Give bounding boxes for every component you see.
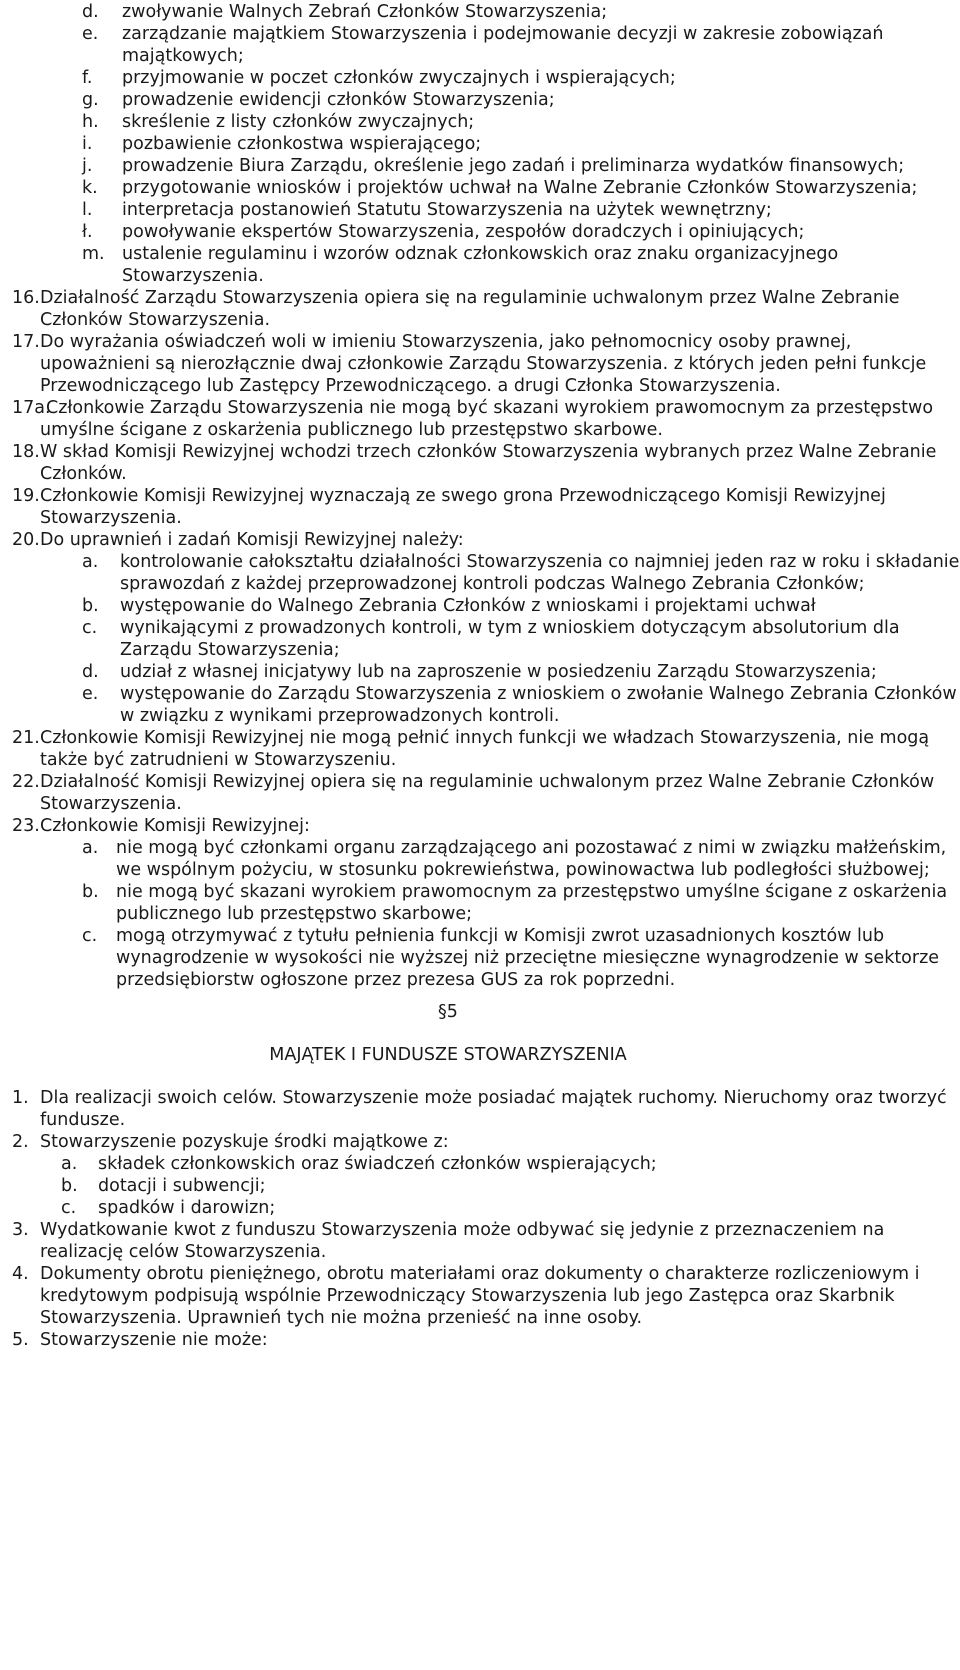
paragraph-20 <box>12 529 960 551</box>
list-item <box>82 837 960 881</box>
point-number: 3. <box>12 1220 29 1240</box>
item-text: składek członkowskich oraz świadczeń członków wspierających; <box>98 1154 657 1174</box>
item-label: b. <box>82 882 99 902</box>
list-item <box>82 221 960 243</box>
point-text: Stowarzyszenie pozyskuje środki majątkowe z: <box>40 1132 449 1152</box>
list-item <box>82 177 960 199</box>
item-label: g. <box>82 90 99 110</box>
paragraph-number: 20. <box>12 530 40 550</box>
numbered-paragraphs <box>12 287 960 991</box>
item-label: c. <box>61 1198 77 1218</box>
item-text: spadków i darowizn; <box>98 1198 276 1218</box>
item-label: e. <box>82 24 99 44</box>
section-point-5 <box>12 1329 960 1351</box>
list-item <box>82 89 960 111</box>
item-text: pozbawienie członkostwa wspierającego; <box>122 134 482 154</box>
list-item <box>82 199 960 221</box>
paragraph-18 <box>12 441 960 485</box>
point-text: Dla realizacji swoich celów. Stowarzyszenie może posiadać majątek ruchomy. Nieruchomy oraz tworzyć fundusze. <box>40 1088 947 1130</box>
item-label: ł. <box>82 222 93 242</box>
point-number: 1. <box>12 1088 29 1108</box>
item-label: l. <box>82 200 93 220</box>
section-5-list <box>12 1087 960 1351</box>
section-point-4 <box>12 1263 960 1329</box>
list-item <box>82 595 960 617</box>
item-label: b. <box>61 1176 78 1196</box>
item-label: k. <box>82 178 98 198</box>
section-point-1 <box>12 1087 960 1131</box>
paragraph-text: Członkowie Komisji Rewizyjnej nie mogą pełnić innych funkcji we władzach Stowarzyszenia, nie mogą także być zatrudnieni w Stowarzyszeniu. <box>40 728 930 770</box>
list-item <box>82 23 960 67</box>
item-text: kontrolowanie całokształtu działalności Stowarzyszenia co najmniej jeden raz w roku i składanie sprawozdań z każdej przeprowadzonej kontroli podczas Walnego Zebrania Członków; <box>120 552 960 594</box>
paragraph-number: 18. <box>12 442 40 462</box>
section-point-2-list <box>61 1153 960 1219</box>
paragraph-number: 19. <box>12 486 40 506</box>
item-text: przygotowanie wniosków i projektów uchwał na Walne Zebranie Członków Stowarzyszenia; <box>122 178 918 198</box>
list-item <box>82 551 960 595</box>
list-item <box>82 617 960 661</box>
item-text: udział z własnej inicjatywy lub na zaproszenie w posiedzeniu Zarządu Stowarzyszenia; <box>120 662 877 682</box>
list-item <box>82 155 960 177</box>
item-label: a. <box>82 552 99 572</box>
paragraph-16 <box>12 287 960 331</box>
paragraph-23-list <box>82 837 960 991</box>
item-text: dotacji i subwencji; <box>98 1176 266 1196</box>
item-text: nie mogą być skazani wyrokiem prawomocnym za przestępstwo umyślne ścigane z oskarżenia publicznego lub przestępstwo skarbowe; <box>116 882 948 924</box>
section-mark: §5 <box>438 1002 458 1022</box>
paragraph-text: Działalność Komisji Rewizyjnej opiera się na regulaminie uchwalonym przez Walne Zebranie Członków Stowarzyszenia. <box>40 772 935 814</box>
paragraph-19 <box>12 485 960 529</box>
paragraph-text: Członkowie Komisji Rewizyjnej wyznaczają ze swego grona Przewodniczącego Komisji Rewizyjnej Stowarzyszenia. <box>40 486 886 528</box>
list-item <box>82 133 960 155</box>
item-label: d. <box>82 2 99 22</box>
point-text: Wydatkowanie kwot z funduszu Stowarzyszenia może odbywać się jedynie z przeznaczeniem na realizację celów Stowarzyszenia. <box>40 1220 885 1262</box>
item-label: e. <box>82 684 99 704</box>
list-item <box>61 1175 960 1197</box>
list-item <box>82 661 960 683</box>
paragraph-17a <box>12 397 960 441</box>
paragraph-text: Do wyrażania oświadczeń woli w imieniu Stowarzyszenia, jako pełnomocnicy osoby prawnej, upoważnieni są nierozłącznie dwaj członkowie Zarządu Stowarzyszenia. z których jeden pełni funkcje Przewodniczącego lub Zastępcy Przewodniczącego. a drugi Członka Stowarzyszenia. <box>40 332 927 396</box>
item-label: a. <box>82 838 99 858</box>
paragraph-number: 17a. <box>12 398 51 418</box>
item-label: j. <box>82 156 93 176</box>
point-text: Stowarzyszenie nie może: <box>40 1330 268 1350</box>
paragraph-text: W skład Komisji Rewizyjnej wchodzi trzech członków Stowarzyszenia wybranych przez Walne Zebranie Członków. <box>40 442 937 484</box>
paragraph-number: 23. <box>12 816 40 836</box>
item-label: f. <box>82 68 93 88</box>
paragraph-number: 16. <box>12 288 40 308</box>
item-text: zarządzanie majątkiem Stowarzyszenia i podejmowanie decyzji w zakresie zobowiązań majątkowych; <box>122 24 884 66</box>
item-text: prowadzenie Biura Zarządu, określenie jego zadań i preliminarza wydatków finansowych; <box>122 156 905 176</box>
item-label: c. <box>82 926 98 946</box>
item-label: b. <box>82 596 99 616</box>
item-text: przyjmowanie w poczet członków zwyczajnych i wspierających; <box>122 68 676 88</box>
item-label: h. <box>82 112 99 132</box>
paragraph-21 <box>12 727 960 771</box>
list-item <box>82 67 960 89</box>
item-text: mogą otrzymywać z tytułu pełnienia funkcji w Komisji zwrot uzasadnionych kosztów lub wynagrodzenie w wysokości nie wyższej niż przeciętne miesięczne wynagrodzenie w sektorze przedsiębiorstw ogłoszone przez prezesa GUS za rok poprzedni. <box>116 926 940 990</box>
paragraph-text: Działalność Zarządu Stowarzyszenia opiera się na regulaminie uchwalonym przez Walne Zebranie Członków Stowarzyszenia. <box>40 288 900 330</box>
list-item <box>82 243 960 287</box>
section-point-2 <box>12 1131 960 1153</box>
item-text: występowanie do Zarządu Stowarzyszenia z wnioskiem o zwołanie Walnego Zebrania Członków w związku z wynikami przeprowadzonych kontroli. <box>120 684 957 726</box>
item-label: c. <box>82 618 98 638</box>
list-item <box>82 1 960 23</box>
point-number: 2. <box>12 1132 29 1152</box>
list-item <box>82 683 960 727</box>
item-text: nie mogą być członkami organu zarządzającego ani pozostawać z nimi w związku małżeńskim, we wspólnym pożyciu, w stosunku pokrewieństwa, powinowactwa lub podległości służbowej; <box>116 838 947 880</box>
item-text: ustalenie regulaminu i wzorów odznak członkowskich oraz znaku organizacyjnego Stowarzyszenia. <box>122 244 839 286</box>
list-item <box>61 1197 960 1219</box>
paragraph-number: 17. <box>12 332 40 352</box>
list-item <box>82 925 960 991</box>
list-item <box>61 1153 960 1175</box>
item-text: wynikającymi z prowadzonych kontroli, w tym z wnioskiem dotyczącym absolutorium dla Zarządu Stowarzyszenia; <box>120 618 900 660</box>
point-text: Dokumenty obrotu pieniężnego, obrotu materiałami oraz dokumenty o charakterze rozliczeniowym i kredytowym podpisują wspólnie Przewodniczący Stowarzyszenia lub jego Zastępca oraz Skarbnik Stowarzyszenia. Uprawnień tych nie można przenieść na inne osoby. <box>40 1264 920 1328</box>
point-number: 5. <box>12 1330 29 1350</box>
item-text: interpretacja postanowień Statutu Stowarzyszenia na użytek wewnętrzny; <box>122 200 772 220</box>
item-label: i. <box>82 134 93 154</box>
point-number: 4. <box>12 1264 29 1284</box>
paragraph-22 <box>12 771 960 815</box>
item-text: prowadzenie ewidencji członków Stowarzyszenia; <box>122 90 555 110</box>
item-label: m. <box>82 244 105 264</box>
item-text: skreślenie z listy członków zwyczajnych; <box>122 112 475 132</box>
paragraph-20-list <box>82 551 960 727</box>
item-text: powoływanie ekspertów Stowarzyszenia, zespołów doradczych i opiniujących; <box>122 222 805 242</box>
paragraph-text: Członkowie Komisji Rewizyjnej: <box>40 816 310 836</box>
list-top <box>82 1 960 287</box>
item-label: a. <box>61 1154 78 1174</box>
paragraph-text: Członkowie Zarządu Stowarzyszenia nie mogą być skazani wyrokiem prawomocnym za przestępstwo umyślne ścigane z oskarżenia publicznego lub przestępstwo skarbowe. <box>40 398 934 440</box>
paragraph-number: 22. <box>12 772 40 792</box>
list-item <box>82 111 960 133</box>
paragraph-text: Do uprawnień i zadań Komisji Rewizyjnej należy: <box>40 530 464 550</box>
item-text: zwoływanie Walnych Zebrań Członków Stowarzyszenia; <box>122 2 608 22</box>
paragraph-17 <box>12 331 960 397</box>
section-title: MAJĄTEK I FUNDUSZE STOWARZYSZENIA <box>269 1045 627 1065</box>
section-point-3 <box>12 1219 960 1263</box>
paragraph-number: 21. <box>12 728 40 748</box>
paragraph-23 <box>12 815 960 837</box>
list-item <box>82 881 960 925</box>
item-text: występowanie do Walnego Zebrania Członków z wnioskami i projektami uchwał <box>120 596 816 616</box>
item-label: d. <box>82 662 99 682</box>
